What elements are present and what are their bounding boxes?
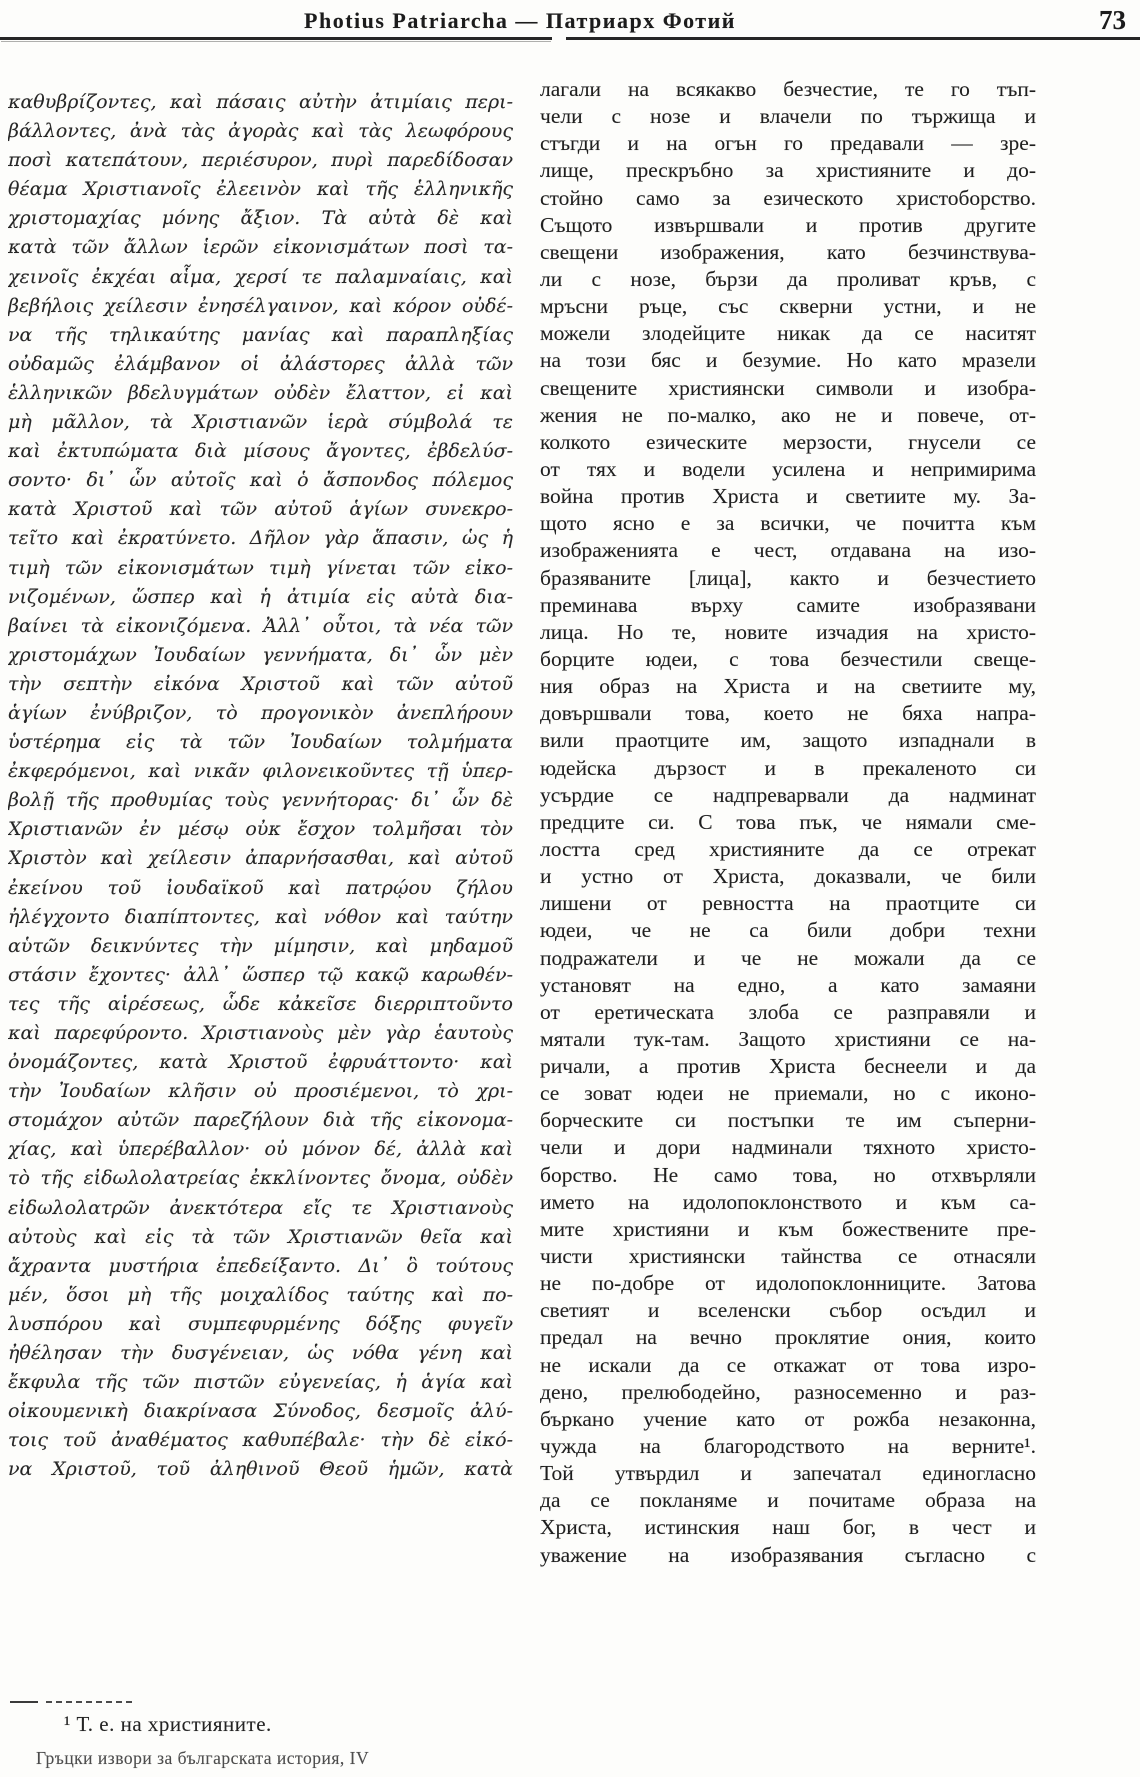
text-line: χεινοῖς ἐκχέαι αἷμα, χερσί τε παλαμναίαις, καὶ	[8, 265, 513, 288]
text-line: Χριστὸν καὶ χείλεσιν ἀπαρνήσασθαι, καὶ αὐτοῦ	[8, 847, 513, 870]
text-line: колкото езическите мерзости, гнусели се	[540, 429, 1036, 454]
text-line: бъркано учение като от рожба незаконна,	[540, 1406, 1036, 1431]
greek-text-column	[8, 88, 513, 1485]
text-line: стъгди и на огън го предавали — зре-	[540, 131, 1036, 156]
text-line: бразяваните [лица], както и безчестието	[540, 565, 1036, 590]
text-line: свещени изображения, като безчинствува-	[540, 239, 1036, 264]
text-line: τὴν σεπτὴν εἰκόνα Χριστοῦ καὶ τῶν αὐτοῦ	[8, 672, 513, 695]
text-line: βεβήλοις χείλεσιν ἐνησέλγαινον, καὶ κόρον οὐδέ-	[8, 294, 513, 317]
text-line: не искали да се откажат от това изро-	[540, 1352, 1036, 1377]
text-line: Същото извършвали и против другите	[540, 212, 1036, 237]
text-line: χριστομάχων Ἰουδαίων γεννήματα, δι᾽ ὧν μὲν	[8, 643, 513, 666]
footnote-text: ¹ Т. е. на християните.	[64, 1712, 272, 1736]
text-line: жения не по-малко, ако не и повече, от-	[540, 402, 1036, 427]
text-line: νιζομένων, ὥσπερ καὶ ἡ ἀτιμία εἰς αὐτὰ δια-	[8, 585, 513, 608]
text-line: ἠλέγχοντο διαπίπτοντες, καὶ νόθον καὶ ταύτην	[8, 905, 513, 928]
text-line: довършвали това, което не бяха напра-	[540, 701, 1036, 726]
text-line: изображенията е чест, отдавана на изо-	[540, 538, 1036, 563]
text-line: ἔκφυλα τῆς τῶν πιστῶν εὐγενείας, ἡ ἁγία καὶ	[8, 1371, 513, 1394]
text-line: предал на вечно проклятие ония, които	[540, 1325, 1036, 1350]
text-line: война против Христа и светиите му. За-	[540, 484, 1036, 509]
text-line: θέαμα Χριστιανοῖς ἐλεεινὸν καὶ τῆς ἑλληνικῆς	[8, 178, 513, 201]
text-line: мите християни и към божествените пре-	[540, 1216, 1036, 1241]
text-line: борците юдеи, с това безчестили свеще-	[540, 646, 1036, 671]
text-line: от тях и водели усилена и непримирима	[540, 456, 1036, 481]
footnote-rule-solid-segment	[10, 1701, 38, 1703]
text-line: να Χριστοῦ, τοῦ ἀληθινοῦ Θεοῦ ἡμῶν, κατὰ	[8, 1458, 513, 1481]
header-rule	[0, 37, 1140, 42]
text-line: борство. Не само това, но отхвърляли	[540, 1162, 1036, 1187]
text-line: κατὰ τῶν ἄλλων ἱερῶν εἰκονισμάτων ποσὶ τα-	[8, 236, 513, 259]
text-line: σοντο· δι᾽ ὧν αὐτοῖς καὶ ὁ ἄσπονδος πόλεμος	[8, 469, 513, 492]
text-line: ποσὶ κατεπάτουν, περιέσυρον, πυρὶ παρεδίδοσαν	[8, 149, 513, 172]
text-line: на този бяс и безумие. Но като мразели	[540, 348, 1036, 373]
text-line: λυσπόρου καὶ συμπεφυρμένης δόξης φυγεῖν	[8, 1312, 513, 1335]
text-line: Χριστιανῶν ἐν μέσῳ οὐκ ἔσχον τολμῆσαι τὸν	[8, 818, 513, 841]
text-line: τοις τοῦ ἀναθέματος καθυπέβαλε· τὴν δὲ εἰκό-	[8, 1429, 513, 1452]
text-line: можели злодейците никак да се наситят	[540, 321, 1036, 346]
text-line: μὴ μᾶλλον, τὰ Χριστιανῶν ἱερὰ σύμβολά τε	[8, 411, 513, 434]
text-line: усърдие се надпреварвали да надминат	[540, 782, 1036, 807]
text-line: ἐκφερόμενοι, καὶ νικᾶν φιλονεικοῦντες τῇ ὑπερ-	[8, 760, 513, 783]
text-line: ли с нозе, бързи да проливат кръв, с	[540, 266, 1036, 291]
text-line: οἰκουμενικὴ διακρίνασα Σύνοδος, δεσμοῖς ἀλύ-	[8, 1400, 513, 1423]
text-line: μέν, ὅσοι μὴ τῆς μοιχαλίδος ταύτης καὶ πο-	[8, 1283, 513, 1306]
text-line: вили праотците им, защото изпаднали в	[540, 728, 1036, 753]
text-line: ἐκείνου τοῦ ἰουδαϊκοῦ καὶ πατρῴου ζήλου	[8, 876, 513, 899]
header-rule-right-segment	[566, 37, 1140, 40]
text-line: щото ясно е за всички, че почитта към	[540, 511, 1036, 536]
text-line: τιμὴ τῶν εἰκονισμάτων τιμὴ γίνεται τῶν εἰκο-	[8, 556, 513, 579]
text-line: εἰδωλολατρῶν ἀνεκτότερα εἴς τε Χριστιανοὺς	[8, 1196, 513, 1219]
text-line: установят на едно, а като замаяни	[540, 972, 1036, 997]
page-number: 73	[1099, 5, 1126, 35]
text-line: χριστομαχίας μόνης ἄξιον. Τὰ αὐτὰ δὲ καὶ	[8, 207, 513, 230]
text-line: чели и дори надминали тяхното христо-	[540, 1135, 1036, 1160]
text-line: ἁγίων ἐνύβριζον, τὸ προγονικὸν ἀνεπλήρουν	[8, 701, 513, 724]
text-line: χίας, καὶ ὑπερέβαλλον· οὐ μόνον δέ, ἀλλὰ καὶ	[8, 1138, 513, 1161]
text-line: името на идолопоклонството и към са-	[540, 1189, 1036, 1214]
text-line: от еретическата злоба се разправяли и	[540, 999, 1036, 1024]
text-line: лишени от ревността на праотците си	[540, 891, 1036, 916]
text-line: ὑστέρημα εἰς τὰ τῶν Ἰουδαίων τολμήματα	[8, 731, 513, 754]
text-line: стойно само за езическото христоборство.	[540, 185, 1036, 210]
text-line: и устно от Христа, доказвали, че били	[540, 864, 1036, 889]
page-header-title: Photius Patriarcha — Патриарх Фотий	[304, 8, 736, 33]
text-line: οὐδαμῶς ἐλάμβανον οἱ ἀλάστορες ἀλλὰ τῶν	[8, 352, 513, 375]
text-line: τὴν Ἰουδαίων κλῆσιν οὐ προσιέμενοι, τὸ χρι-	[8, 1080, 513, 1103]
text-line: στάσιν ἔχοντες· ἀλλ᾽ ὥσπερ τῷ κακῷ καρωθέν-	[8, 963, 513, 986]
text-line: чужда на благородството на верните¹.	[540, 1434, 1036, 1459]
text-line: да се покланяме и почитаме образа на	[540, 1488, 1036, 1513]
text-line: чисти християнски тайнства се отнасяли	[540, 1244, 1036, 1269]
text-line: се зоват юдеи не приемали, но с иконо-	[540, 1081, 1036, 1106]
text-line: αὐτοὺς καὶ εἰς τὰ τῶν Χριστιανῶν θεῖα καὶ	[8, 1225, 513, 1248]
text-line: лагали на всякакво безчестие, те го тъп-	[540, 77, 1036, 101]
text-line: τὸ τῆς εἰδωλολατρείας ἐκκλίνοντες ὄνομα, οὐδὲν	[8, 1167, 513, 1190]
text-line: καθυβρίζοντες, καὶ πάσαις αὐτὴν ἀτιμίαις περι-	[8, 91, 513, 113]
text-line: καὶ παρεφύροντο. Χριστιανοὺς μὲν γὰρ ἑαυτοὺς	[8, 1022, 513, 1044]
text-line: лица. Но те, новите изчадия на христо-	[540, 619, 1036, 644]
text-line: уважение на изобразявания съгласно с	[540, 1542, 1036, 1567]
text-line: преминава върху самите изобразявани	[540, 592, 1036, 617]
text-line: βάλλοντες, ἀνὰ τὰς ἀγορὰς καὶ τὰς λεωφόρους	[8, 120, 513, 143]
text-line: мръсни ръце, със скверни устни, и не	[540, 294, 1036, 319]
text-line: светият и вселенски събор осъдил и	[540, 1298, 1036, 1323]
text-line: στομάχον αὐτῶν παρεζήλουν διὰ τῆς εἰκονομα-	[8, 1109, 513, 1132]
text-line: ричали, а против Христа беснеели и да	[540, 1054, 1036, 1079]
text-line: ἑλληνικῶν βδελυγμάτων οὐδὲν ἔλαττον, εἰ καὶ	[8, 381, 513, 404]
text-line: дено, прелюбодейно, разносеменно и раз-	[540, 1379, 1036, 1404]
text-line: подражатели и че не можали да се	[540, 945, 1036, 970]
text-line: αὑτῶν δεικνύντες τὴν μίμησιν, καὶ μηδαμοῦ	[8, 934, 513, 957]
text-line: юдеи, че не са били добри техни	[540, 918, 1036, 943]
text-line: чели с нозе и влачели по тържища и	[540, 104, 1036, 129]
text-line: лостта сред християните да се отрекат	[540, 836, 1036, 861]
text-line: предците си. С това пък, че нямали сме-	[540, 809, 1036, 834]
text-line: лище, прескръбно за християните и до-	[540, 158, 1036, 183]
header-rule-left-segment	[0, 37, 552, 40]
bulgarian-text-column	[540, 76, 1036, 1569]
text-line: κατὰ Χριστοῦ καὶ τῶν αὐτοῦ ἁγίων συνεκρο-	[8, 498, 513, 521]
text-line: τεῖτο καὶ ἐκρατύνετο. Δῆλον γὰρ ἅπασιν, ὡς ἡ	[8, 527, 513, 550]
text-line: καὶ ἐκτυπώματα διὰ μίσους ἄγοντες, ἐβδελύσ-	[8, 440, 513, 463]
text-line: τες τῆς αἱρέσεως, ὧδε κἀκεῖσε διερριπτοῦντο	[8, 992, 513, 1015]
footnote-rule-dashed-segment	[46, 1701, 132, 1703]
text-line: Той утвърдил и запечатал единогласно	[540, 1461, 1036, 1486]
text-line: Христа, истинския наш бог, в чест и	[540, 1515, 1036, 1540]
text-line: юдейска дързост и в прекаленото си	[540, 755, 1036, 780]
series-footer-text: Гръцки извори за българската история, IV	[36, 1748, 370, 1768]
text-line: борческите си постъпки те им съперни-	[540, 1108, 1036, 1133]
text-line: мятали тук-там. Защото християни се на-	[540, 1026, 1036, 1051]
footnote-separator-rule	[10, 1700, 140, 1704]
text-line: βολῇ τῆς προθυμίας τοὺς γεννήτορας· δι᾽ ὧν δὲ	[8, 789, 513, 812]
text-line: ἄχραντα μυστήρια ἐπεδείξαντο. Δι᾽ ὃ τούτους	[8, 1254, 513, 1277]
text-line: ἠθέλησαν τὴν δυσγένειαν, ὡς νόθα γένη καὶ	[8, 1342, 513, 1365]
text-line: свещените християнски символи и изобра-	[540, 375, 1036, 400]
text-line: ὀνομάζοντες, κατὰ Χριστοῦ ἐφρυάττοντο· καὶ	[8, 1051, 513, 1074]
text-line: не по-добре от идолопоклонниците. Затова	[540, 1271, 1036, 1296]
text-line: βαίνει τὰ εἰκονιζόμενα. Ἀλλ᾽ οὗτοι, τὰ νέα τῶν	[8, 614, 513, 637]
text-line: να τῆς τηλικαύτης μανίας καὶ παραπληξίας	[8, 323, 513, 346]
text-line: ния образ на Христа и на светиите му,	[540, 674, 1036, 699]
